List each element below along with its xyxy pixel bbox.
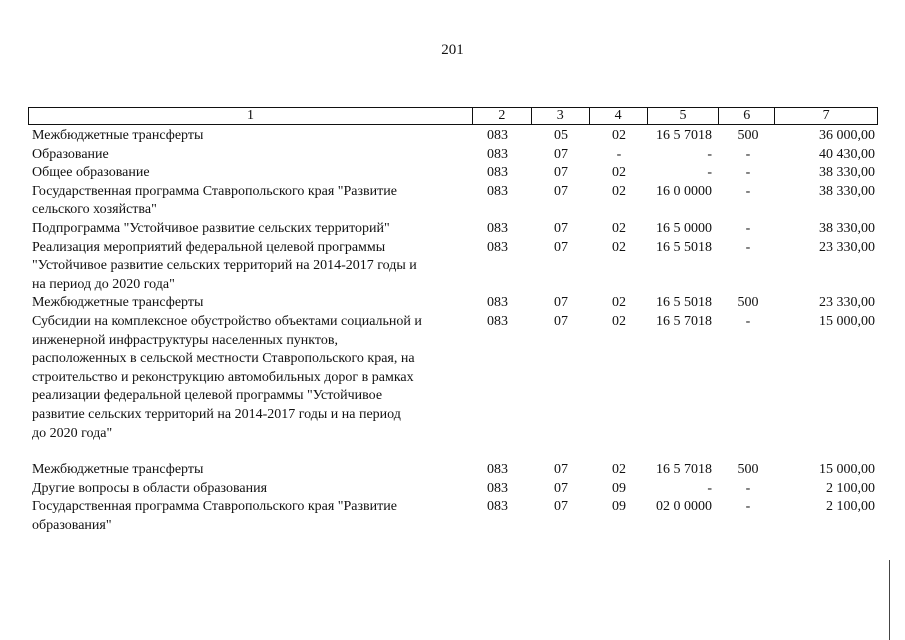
row-code-2: 083 [487,313,508,329]
row-code-6: 500 [737,295,759,311]
row-name: Межбюджетные трансферты [32,128,204,143]
row-amount: 23 330,00 [819,295,875,311]
row-code-2: 083 [487,146,508,162]
row-name: Субсидии на комплексное обустройство объектами социальной и инженерной инфраструктуры населенных пунктов, расположенных в сельской местности Ставропольского края, на строительство и реконструкцию автомобильных дорог в рамках реализации федеральной целевой программы "Устойчивое развитие сельских территорий на 2014-2017 годы и на период до 2020 года" [32,313,422,441]
row-amount: 15 000,00 [819,313,875,329]
row-code-6: - [745,220,751,236]
header-col-4: 4 [590,108,648,124]
row-amount: 38 330,00 [819,183,875,199]
row-code-5: 16 5 7018 [656,128,712,143]
table-row [28,127,878,146]
row-amount: 40 430,00 [819,146,875,162]
row-code-5: 02 0 0000 [656,499,712,515]
row-code-4: 02 [612,462,626,478]
row-code-4: 02 [612,128,626,143]
row-code-3: 07 [554,313,568,329]
row-name: Государственная программа Ставропольского края "Развитие сельского хозяйства" [32,183,397,218]
row-code-5: - [707,146,712,162]
row-code-4: 02 [612,313,626,329]
row-code-6: 500 [737,128,759,143]
row-code-2: 083 [487,295,508,311]
row-amount: 2 100,00 [826,499,875,515]
row-code-4: 09 [612,499,626,515]
row-amount: 15 000,00 [819,462,875,478]
row-code-6: - [745,239,751,255]
row-code-6: - [745,183,751,199]
row-code-5: 16 5 7018 [656,462,712,478]
row-code-5: 16 5 0000 [656,220,712,236]
row-code-3: 07 [554,183,568,199]
row-code-3: 05 [554,128,568,143]
row-spacer [28,443,878,461]
row-code-6: - [745,146,751,162]
row-code-3: 07 [554,146,568,162]
row-name: Государственная программа Ставропольского края "Развитие образования" [32,499,397,533]
row-code-5: 16 5 7018 [656,313,712,329]
row-code-2: 083 [487,220,508,236]
header-col-1: 1 [29,108,473,124]
table-row [28,480,878,499]
row-code-6: - [745,499,751,515]
table-row [28,164,878,183]
row-code-6: - [745,165,751,181]
table-row [28,146,878,165]
row-name: Межбюджетные трансферты [32,462,204,478]
row-amount: 2 100,00 [826,480,875,496]
row-code-4: 02 [612,183,626,199]
row-code-6: 500 [737,462,759,478]
row-code-3: 07 [554,220,568,236]
row-code-3: 07 [554,165,568,181]
row-amount: 38 330,00 [819,165,875,181]
table-row [28,239,878,295]
table-body [28,127,878,535]
table-row [28,220,878,239]
row-code-2: 083 [487,499,508,515]
row-code-5: 16 5 5018 [656,295,712,311]
row-code-2: 083 [487,128,508,143]
row-code-3: 07 [554,462,568,478]
header-col-2: 2 [473,108,532,124]
row-code-6: - [745,480,751,496]
row-name: Подпрограмма "Устойчивое развитие сельских территорий" [32,220,390,236]
row-code-5: - [707,165,712,181]
row-code-4: 02 [612,295,626,311]
row-code-5: - [707,480,712,496]
table-row [28,461,878,480]
row-code-6: - [745,313,751,329]
row-code-4: 09 [612,480,626,496]
header-col-7: 7 [822,108,830,123]
header-col-5: 5 [648,108,720,124]
row-code-5: 16 0 0000 [656,183,712,199]
row-code-3: 07 [554,295,568,311]
row-code-3: 07 [554,239,568,255]
row-name: Общее образование [32,165,150,181]
row-amount: 36 000,00 [819,128,875,143]
row-amount: 38 330,00 [819,220,875,236]
table-row [28,183,878,220]
row-code-4: 02 [612,220,626,236]
row-code-2: 083 [487,462,508,478]
row-code-2: 083 [487,480,508,496]
table-row [28,313,878,443]
row-code-4: 02 [612,165,626,181]
row-code-4: 02 [612,239,626,255]
table-row [28,498,878,535]
row-amount: 23 330,00 [819,239,875,255]
row-name: Межбюджетные трансферты [32,295,204,311]
row-code-3: 07 [554,480,568,496]
table-header-row [28,107,878,125]
row-code-5: 16 5 5018 [656,239,712,255]
row-name: Реализация мероприятий федеральной целевой программы "Устойчивое развитие сельских территорий на 2014-2017 годы и на период до 2020 года" [32,239,417,292]
row-code-4: - [616,146,622,162]
row-code-2: 083 [487,183,508,199]
row-code-2: 083 [487,239,508,255]
header-col-6: 6 [719,108,775,124]
row-name: Образование [32,146,109,162]
page-edge-line [889,560,890,640]
page-number: 201 [441,42,464,58]
row-code-2: 083 [487,165,508,181]
row-name: Другие вопросы в области образования [32,480,268,496]
table-row [28,294,878,313]
header-col-3: 3 [532,108,590,124]
row-code-3: 07 [554,499,568,515]
